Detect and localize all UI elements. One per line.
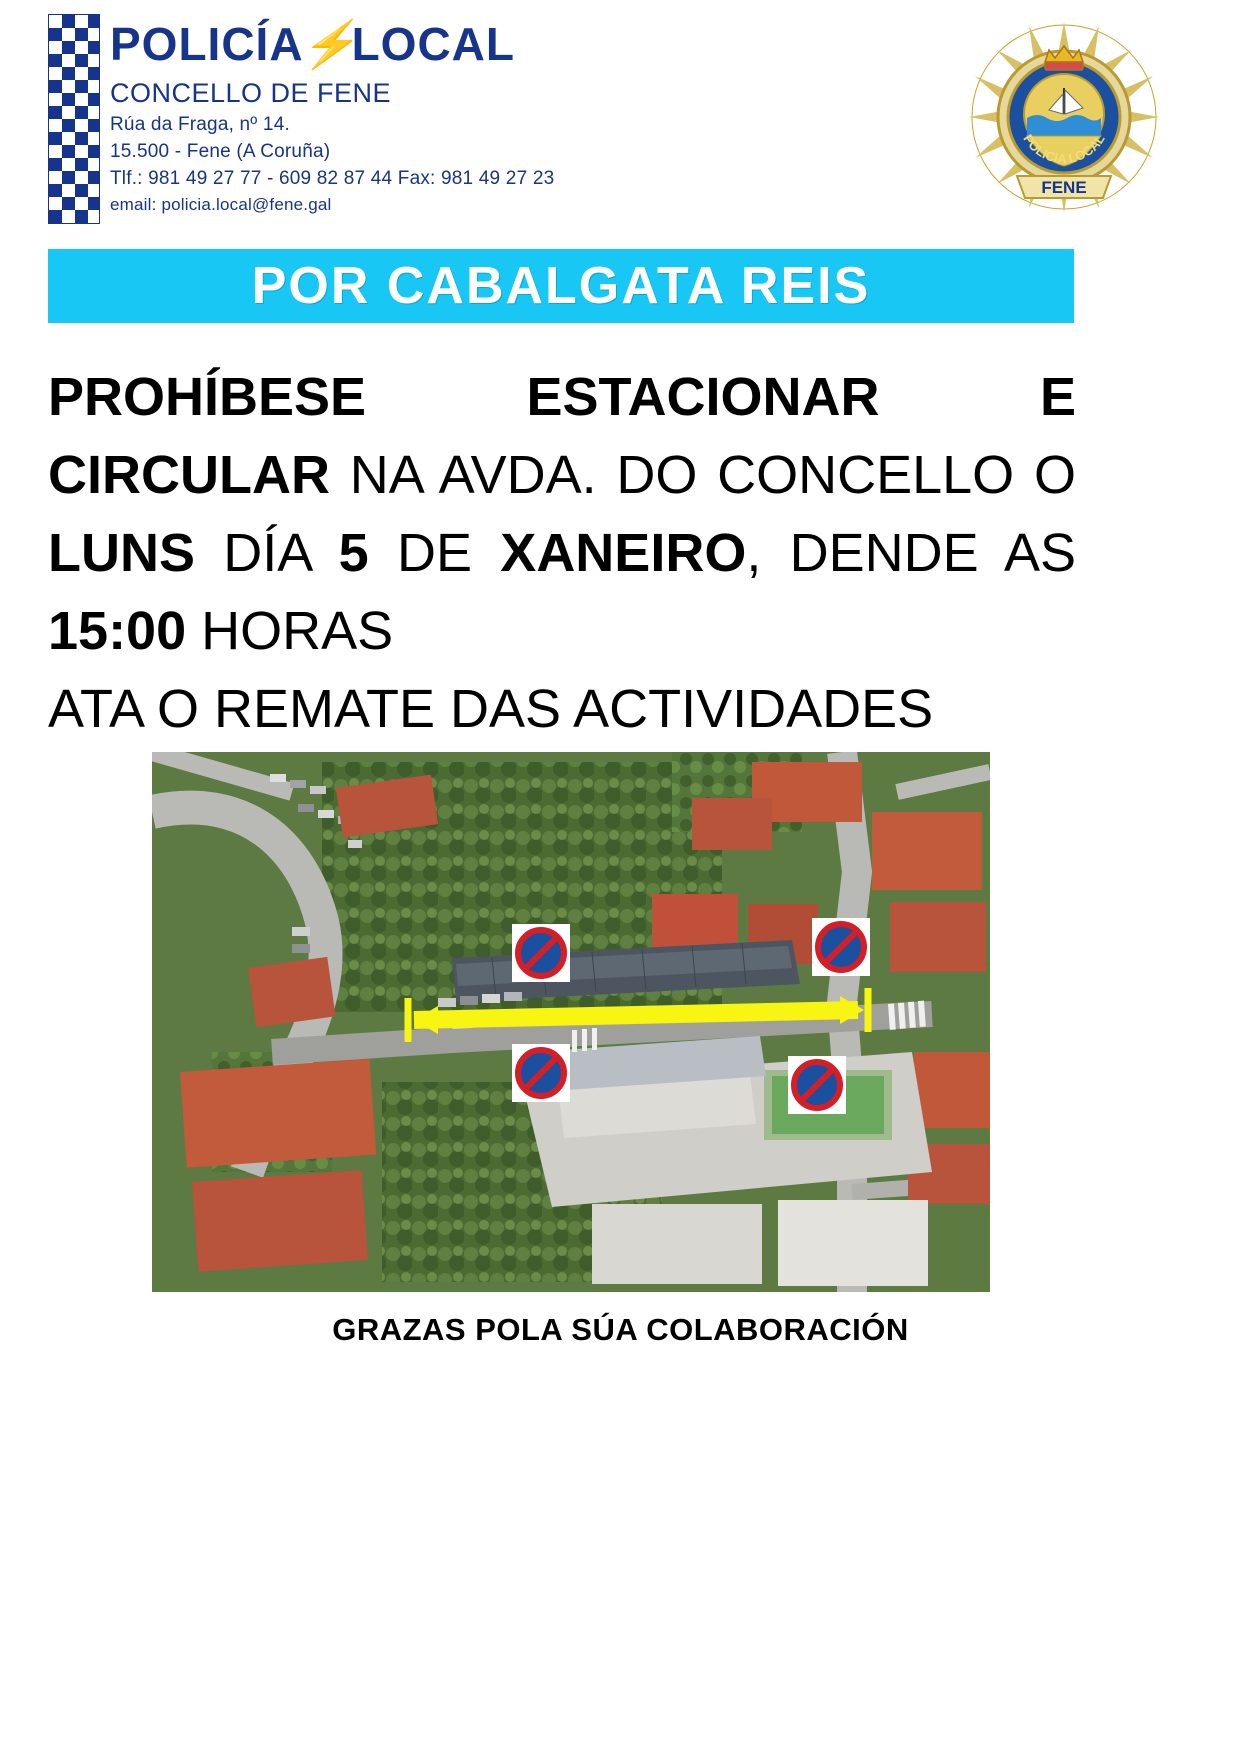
notice-word-de: DE bbox=[396, 523, 472, 583]
notice-word-na: NA bbox=[349, 445, 422, 505]
postal-city-line: 15.500 - Fene (A Coruña) bbox=[110, 141, 331, 162]
notice-word-horas: HORAS bbox=[201, 601, 394, 661]
no-parking-sign bbox=[812, 918, 870, 976]
brand-block bbox=[110, 18, 810, 215]
notice-word-luns: LUNS bbox=[48, 523, 195, 583]
no-parking-sign bbox=[512, 1044, 570, 1102]
emblem-banner bbox=[1017, 176, 1111, 198]
notice-word-time: 15:00 bbox=[48, 601, 187, 661]
letterhead-header bbox=[0, 0, 1241, 250]
notice-text bbox=[48, 358, 1076, 748]
police-emblem bbox=[969, 10, 1159, 225]
notice-word-day-number: 5 bbox=[338, 523, 369, 583]
lightning-bolt-icon: ⚡ bbox=[298, 18, 368, 70]
crown-icon bbox=[1045, 46, 1083, 70]
title-banner bbox=[48, 249, 1074, 323]
org-title-part1: POLICÍA bbox=[110, 18, 304, 70]
banner-title: POR CABALGATA REIS bbox=[251, 257, 871, 315]
org-title-part2: LOCAL bbox=[351, 18, 515, 70]
phone-line: Tlf.: 981 49 27 77 - 609 82 87 44 Fax: 981 49 27 23 bbox=[110, 168, 555, 189]
notice-phrase-dende-as: , DENDE AS bbox=[746, 523, 1076, 583]
address-line: Rúa da Fraga, nº 14. bbox=[110, 114, 290, 135]
checkerboard-stripe bbox=[48, 14, 100, 224]
notice-word-concello: CONCELLO bbox=[717, 445, 1015, 505]
email-line: email: policia.local@fene.gal bbox=[110, 195, 332, 214]
notice-word-avda: AVDA. bbox=[438, 445, 597, 505]
svg-text:POLICIA LOCAL: POLICIA LOCAL bbox=[1020, 131, 1108, 167]
notice-word-do: DO bbox=[616, 445, 698, 505]
map-content bbox=[152, 752, 990, 1292]
org-title bbox=[110, 18, 810, 70]
thanks-line: GRAZAS POLA SÚA COLABORACIÓN bbox=[332, 1312, 909, 1347]
no-parking-sign bbox=[788, 1056, 846, 1114]
notice-word-e: E bbox=[1039, 367, 1076, 427]
notice-word-xaneiro: XANEIRO bbox=[500, 523, 747, 583]
notice-word-estacionar: ESTACIONAR bbox=[526, 367, 880, 427]
notice-last-line: ATA O REMATE DAS ACTIVIDADES bbox=[48, 679, 934, 739]
notice-word-prohibese: PROHÍBESE bbox=[48, 367, 367, 427]
no-parking-sign bbox=[512, 924, 570, 982]
emblem-banner-text: FENE bbox=[1041, 178, 1087, 197]
notice-word-o: O bbox=[1033, 445, 1076, 505]
aerial-map-image bbox=[152, 752, 990, 1292]
municipality-name: CONCELLO DE FENE bbox=[110, 78, 392, 108]
notice-word-circular: CIRCULAR bbox=[48, 445, 330, 505]
notice-word-dia: DÍA bbox=[223, 523, 311, 583]
